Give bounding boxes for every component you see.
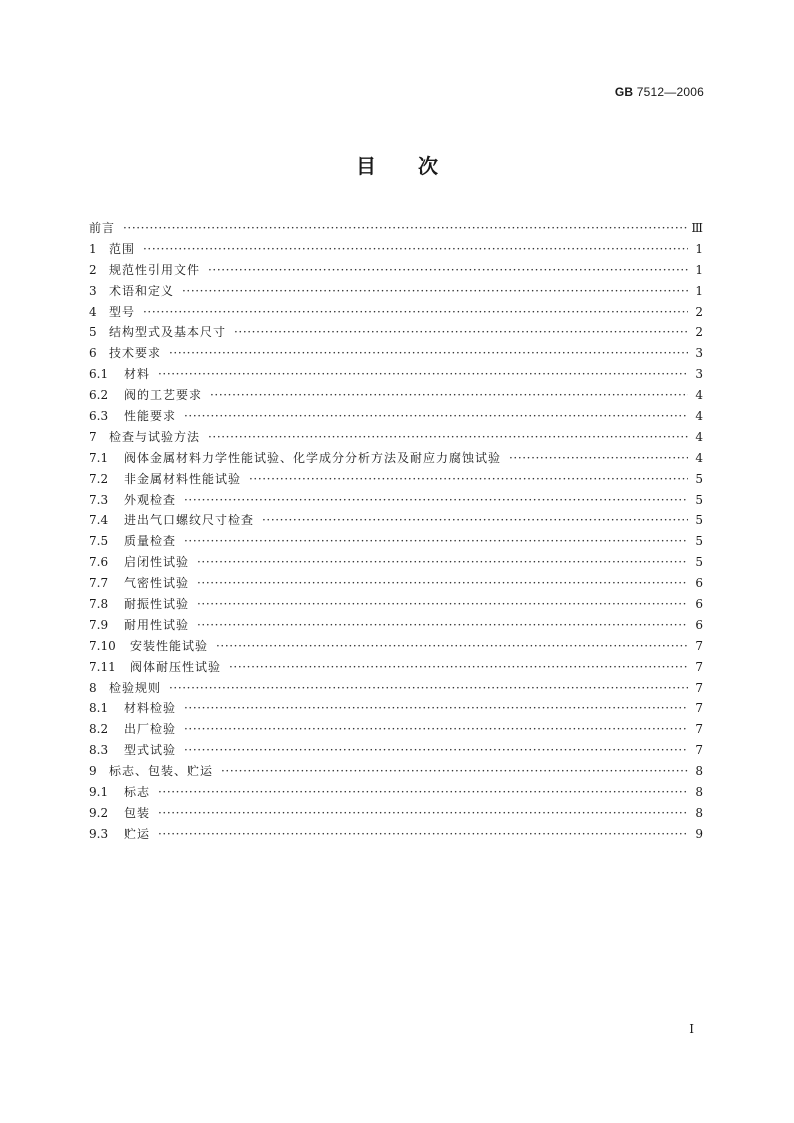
toc-entry-number: 4 [89,304,97,319]
toc-entry-page: 5 [695,492,703,507]
toc-entry-page: 8 [695,805,703,820]
toc-entry[interactable] [89,364,703,385]
toc-dot-leader [197,594,688,615]
toc-entry-title: 气密性试验 [124,576,190,591]
toc-entry[interactable] [89,824,703,845]
toc-entry[interactable] [89,636,703,657]
toc-entry-page: 5 [695,534,703,549]
toc-dot-leader [216,636,688,657]
toc-entry[interactable] [89,490,703,511]
toc-dot-leader [184,406,688,427]
toc-entry-title: 标志、包装、贮运 [109,764,214,779]
toc-entry[interactable] [89,302,703,323]
toc-entry-page: 7 [695,638,703,653]
page-number: I [689,1022,694,1036]
toc-entry[interactable] [89,740,703,761]
toc-entry-number: 9 [89,764,97,779]
toc-entry-title: 阀的工艺要求 [124,388,203,403]
toc-dot-leader [158,364,688,385]
toc-entry-page: 1 [695,262,703,277]
toc-dot-leader [184,490,688,511]
toc-entry-page: 6 [695,617,703,632]
toc-dot-leader [221,761,688,782]
toc-entry-page: 2 [695,304,703,319]
toc-entry-title: 质量检查 [124,534,177,549]
toc-entry-number: 8 [89,680,97,695]
toc-entry-page: 9 [695,826,703,841]
toc-dot-leader [184,719,688,740]
toc-entry-number: 9.1 [89,785,109,800]
standard-prefix: GB [614,85,634,99]
toc-entry-page: 1 [695,283,703,298]
toc-entry[interactable] [89,281,703,302]
toc-dot-leader [182,281,688,302]
toc-entry-page: 7 [695,680,703,695]
toc-dot-leader [123,218,688,239]
toc-entry-page: 2 [695,325,703,340]
toc-entry-title: 材料 [124,367,151,382]
toc-dot-leader [169,678,688,699]
toc-entry-page: Ⅲ [691,221,703,235]
toc-dot-leader [210,385,688,406]
toc-entry[interactable] [89,427,703,448]
toc-entry-title: 范围 [109,241,136,256]
toc-dot-leader [208,427,688,448]
toc-entry-title: 耐用性试验 [124,617,190,632]
toc-dot-leader [143,239,688,260]
toc-entry-page: 7 [695,701,703,716]
page-title: 目次 [356,154,480,178]
toc-entry-title: 检验规则 [109,680,162,695]
toc-entry[interactable] [89,803,703,824]
toc-entry[interactable] [89,552,703,573]
toc-entry-number: 7.2 [89,471,109,486]
toc-dot-leader [509,448,688,469]
toc-entry-number: 8.1 [89,701,109,716]
toc-entry[interactable] [89,239,703,260]
toc-dot-leader [208,260,688,281]
toc-entry-number: 3 [89,283,97,298]
toc-dot-leader [197,552,688,573]
toc-entry[interactable] [89,531,703,552]
toc-entry-title: 性能要求 [124,409,177,424]
toc-dot-leader [184,698,688,719]
toc-entry-number: 6 [89,346,97,361]
toc-entry[interactable] [89,594,703,615]
toc-entry-number: 7.9 [89,617,109,632]
toc-entry-page: 5 [695,471,703,486]
toc-entry[interactable] [89,218,703,239]
toc-entry-page: 5 [695,555,703,570]
toc-entry-title: 安装性能试验 [130,638,209,653]
toc-entry-page: 4 [695,429,703,444]
toc-entry-number: 6.3 [89,409,109,424]
toc-entry[interactable] [89,469,703,490]
toc-entry-number: 7.6 [89,555,109,570]
toc-entry-number: 2 [89,262,97,277]
toc-entry-number: 9.3 [89,826,109,841]
toc-dot-leader [143,302,688,323]
toc-entry-page: 6 [695,597,703,612]
toc-dot-leader [262,510,688,531]
toc-entry-page: 8 [695,785,703,800]
toc-entry-number: 5 [89,325,97,340]
toc-entry[interactable] [89,761,703,782]
toc-entry[interactable] [89,260,703,281]
table-of-contents [89,218,703,845]
toc-entry[interactable] [89,657,703,678]
toc-entry[interactable] [89,615,703,636]
toc-entry-title: 检查与试验方法 [109,429,201,444]
toc-entry-title: 包装 [124,805,151,820]
toc-entry[interactable] [89,322,703,343]
toc-entry[interactable] [89,678,703,699]
toc-entry[interactable] [89,385,703,406]
toc-entry-number: 7.1 [89,450,109,465]
toc-entry-page: 7 [695,722,703,737]
toc-entry-title: 贮运 [124,826,151,841]
standard-number: 7512—2006 [633,85,704,99]
toc-entry-title: 结构型式及基本尺寸 [109,325,227,340]
toc-entry-title: 阀体金属材料力学性能试验、化学成分分析方法及耐应力腐蚀试验 [124,450,502,465]
toc-entry-number: 7 [89,429,97,444]
toc-entry-number: 8.2 [89,722,109,737]
toc-entry-title: 进出气口螺纹尺寸检查 [124,513,255,528]
toc-entry-title: 耐振性试验 [124,597,190,612]
toc-dot-leader [169,343,688,364]
toc-entry[interactable] [89,510,703,531]
toc-entry-number: 6.2 [89,388,109,403]
toc-dot-leader [234,322,688,343]
toc-entry-number: 7.5 [89,534,109,549]
toc-dot-leader [229,657,688,678]
toc-dot-leader [158,824,688,845]
toc-entry[interactable] [89,406,703,427]
toc-dot-leader [184,531,688,552]
toc-entry-page: 3 [695,367,703,382]
toc-entry[interactable] [89,782,703,803]
toc-entry[interactable] [89,448,703,469]
toc-entry-page: 7 [695,659,703,674]
toc-entry-page: 1 [695,241,703,256]
toc-entry-title: 外观检查 [124,492,177,507]
toc-entry-title: 术语和定义 [109,283,175,298]
toc-entry-number: 8.3 [89,743,109,758]
toc-entry-number: 7.11 [89,659,116,674]
toc-entry-page: 6 [695,576,703,591]
toc-entry-page: 4 [695,388,703,403]
toc-entry-number: 7.3 [89,492,109,507]
toc-entry-number: 1 [89,241,97,256]
toc-entry-number: 7.7 [89,576,109,591]
toc-entry-title: 材料检验 [124,701,177,716]
toc-entry-title: 启闭性试验 [124,555,190,570]
toc-entry[interactable] [89,719,703,740]
toc-dot-leader [158,782,688,803]
toc-entry-number: 9.2 [89,805,109,820]
toc-entry-title: 非金属材料性能试验 [124,471,242,486]
toc-entry-title: 技术要求 [109,346,162,361]
toc-entry[interactable] [89,573,703,594]
toc-dot-leader [158,803,688,824]
toc-dot-leader [249,469,688,490]
toc-dot-leader [184,740,688,761]
toc-entry-title: 出厂检验 [124,722,177,737]
toc-entry-page: 4 [695,409,703,424]
toc-dot-leader [197,573,688,594]
toc-entry-title: 规范性引用文件 [109,262,201,277]
toc-entry-number: 7.8 [89,597,109,612]
toc-entry-title: 型式试验 [124,743,177,758]
toc-entry[interactable] [89,698,703,719]
toc-entry-number: 6.1 [89,367,109,382]
standard-code [615,85,704,99]
toc-entry-title: 前言 [89,221,116,235]
toc-dot-leader [197,615,688,636]
toc-entry-number: 7.10 [89,638,116,653]
toc-entry-page: 7 [695,743,703,758]
toc-entry-title: 阀体耐压性试验 [130,659,222,674]
toc-entry-number: 7.4 [89,513,109,528]
toc-entry-page: 4 [695,450,703,465]
toc-entry-page: 3 [695,346,703,361]
toc-entry-title: 型号 [109,304,136,319]
toc-entry-page: 8 [695,764,703,779]
toc-entry[interactable] [89,343,703,364]
toc-entry-page: 5 [695,513,703,528]
toc-entry-title: 标志 [124,785,151,800]
